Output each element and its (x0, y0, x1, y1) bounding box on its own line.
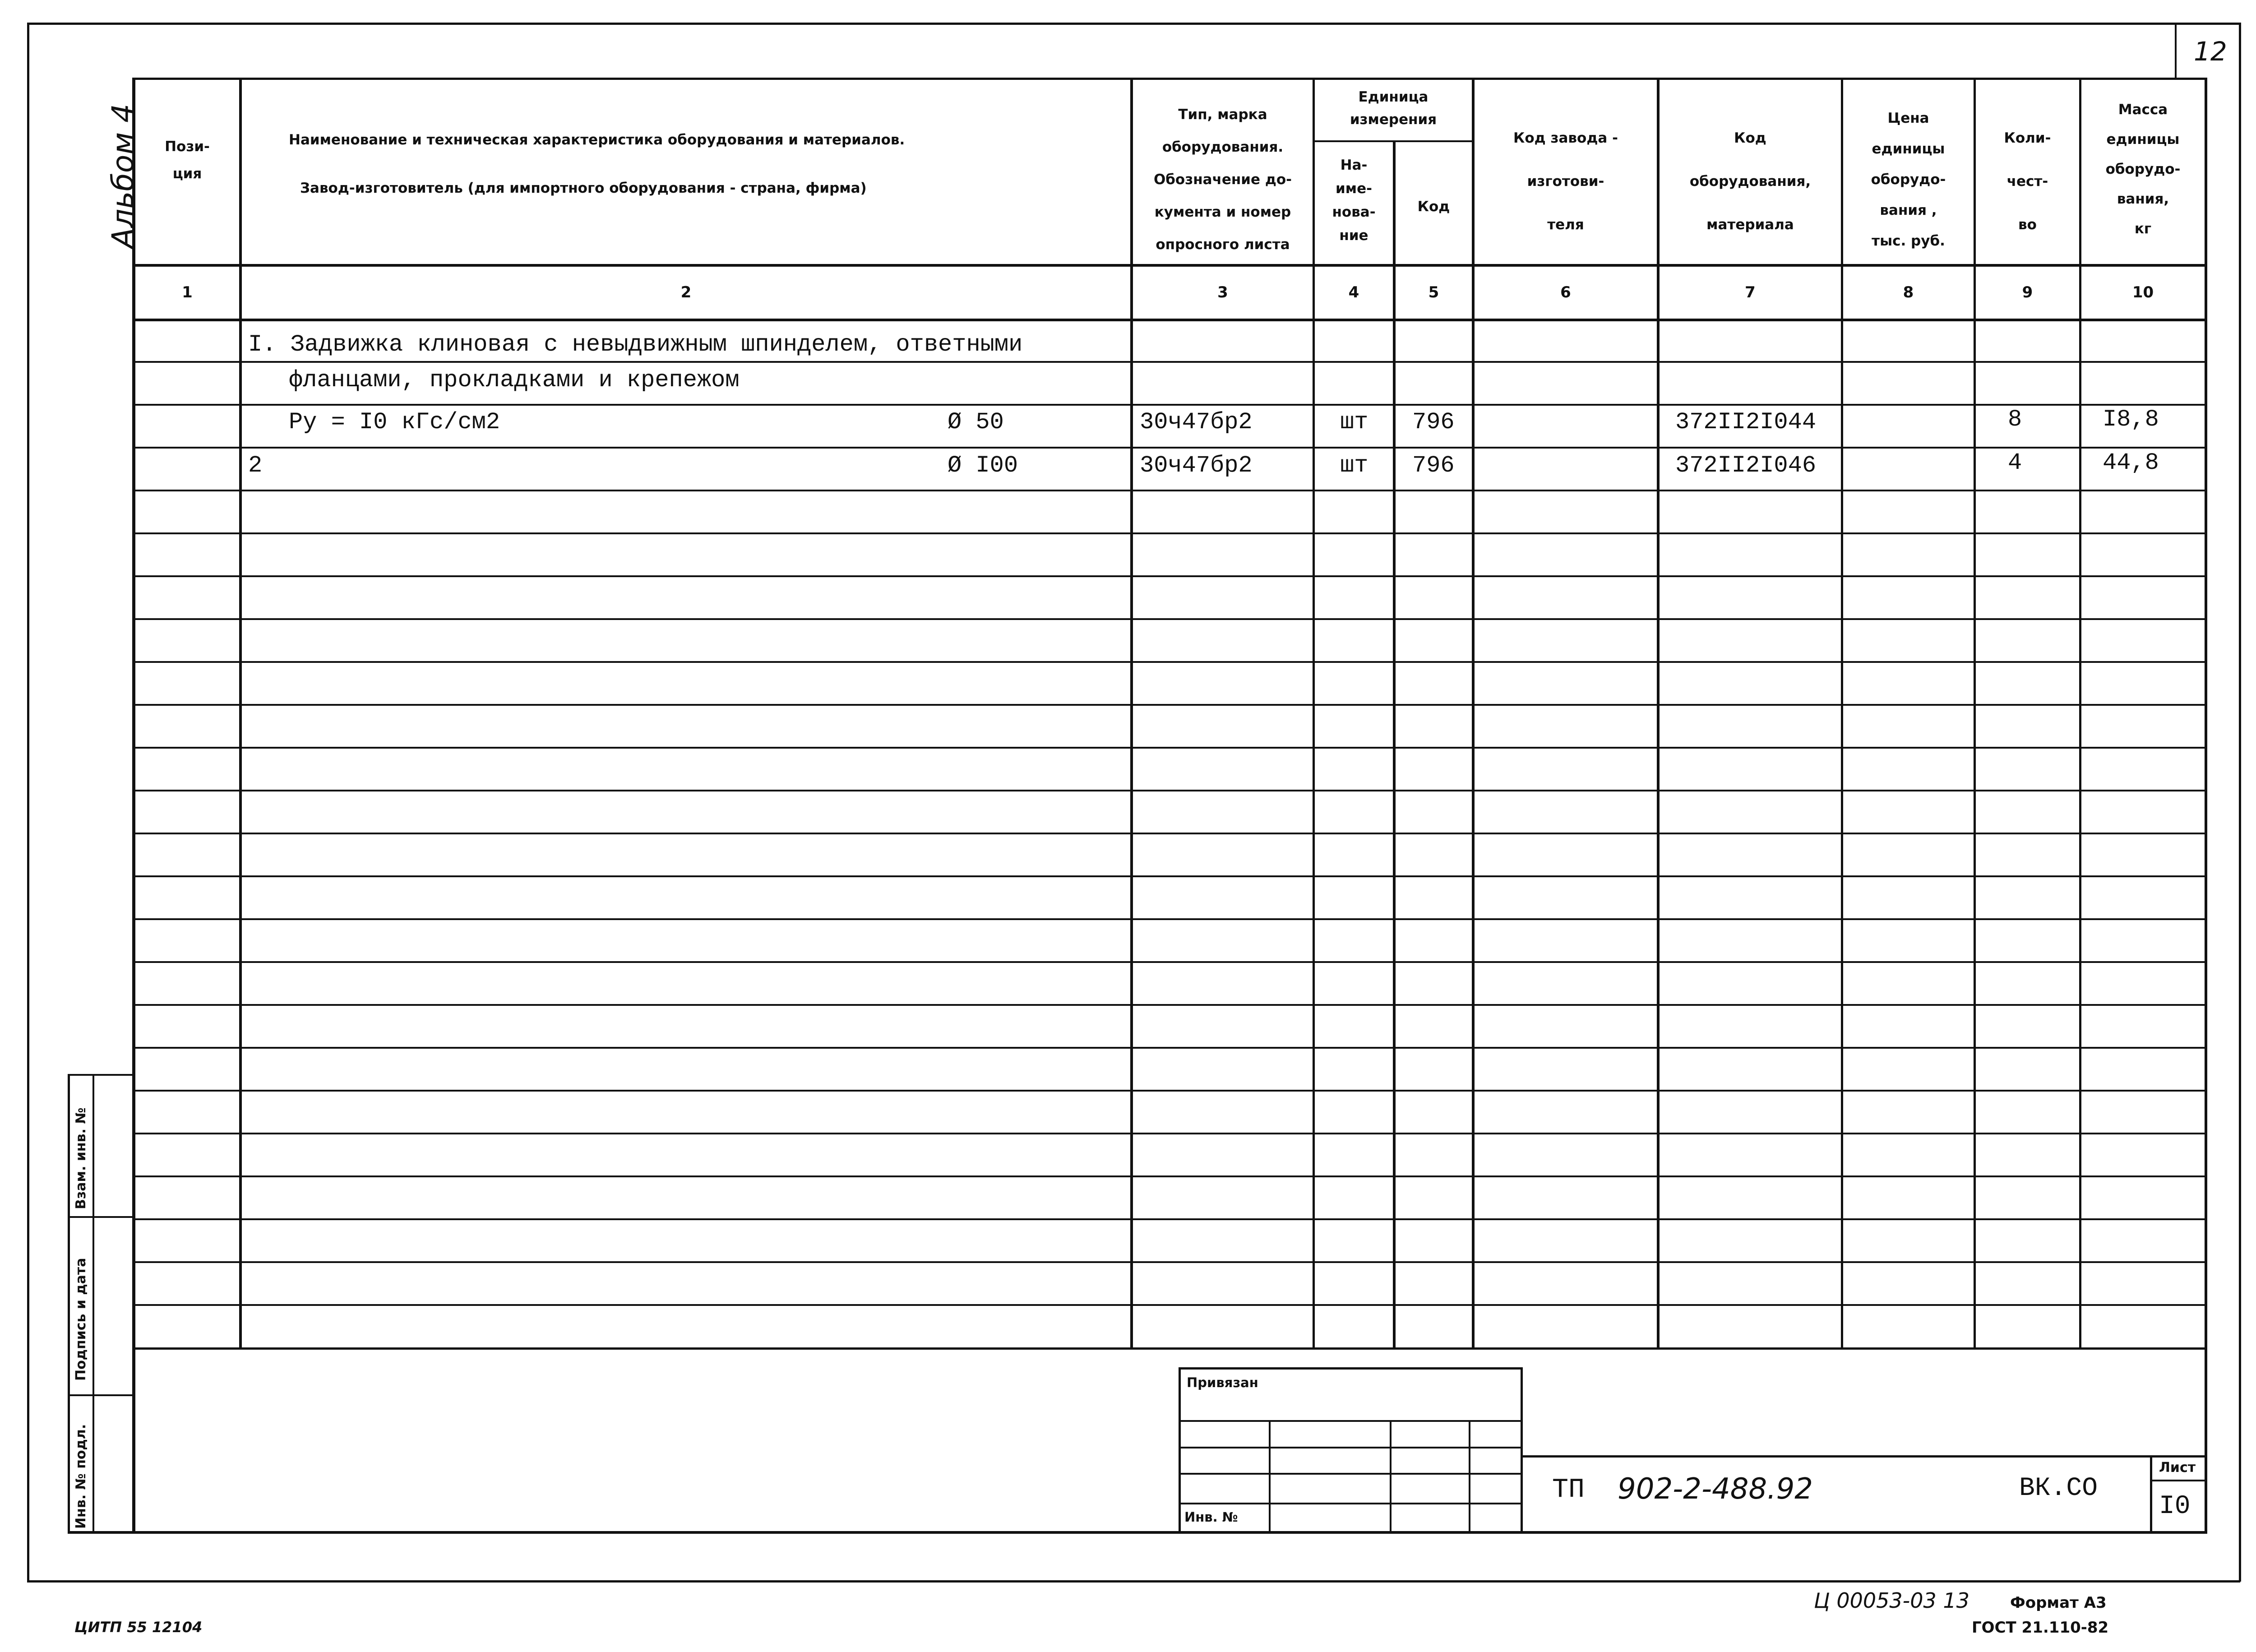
sheet-box-left (2150, 1455, 2152, 1533)
header-col4: На- име- нова- ние (1332, 157, 1376, 244)
table-bottom-line (132, 1347, 2207, 1350)
table-row-line (132, 704, 2207, 706)
header-col6: Код завода - изготови- теля (1513, 130, 1618, 233)
outer-border-left (27, 23, 29, 1582)
colnum-6: 6 (1560, 283, 1571, 301)
side-stamp-vzam: Взам. инв. № (73, 1107, 89, 1209)
col-line-7 (1657, 78, 1660, 1350)
row3-diameter: Ø 50 (948, 409, 1004, 435)
footer-left-code: ЦИТП 55 12104 (74, 1619, 203, 1636)
table-row-line (132, 1261, 2207, 1263)
header-col8: Цена единицы оборудо- вания , тыс. руб. (1871, 110, 1946, 249)
column-numbers-bottom-line (132, 319, 2207, 321)
table-row-line (132, 532, 2207, 534)
colnum-3: 3 (1217, 283, 1228, 301)
header-col2-line2: Завод-изготовитель (для импортного оборудования - страна, фирма) (300, 180, 867, 196)
side-stamp-mid (92, 1074, 94, 1534)
colnum-10: 10 (2132, 283, 2154, 301)
row4-mass: 44,8 (2103, 449, 2159, 476)
colnum-9: 9 (2022, 283, 2033, 301)
table-row-line (132, 833, 2207, 834)
sheet-corner-number: 12 (2194, 36, 2227, 67)
side-stamp-left (68, 1074, 70, 1534)
col-line-6 (1472, 78, 1475, 1350)
colnum-8: 8 (1903, 283, 1914, 301)
table-row-line (132, 918, 2207, 920)
row3-equipment-code: 372II2I044 (1675, 409, 1817, 435)
col-line-2 (239, 78, 242, 1350)
header-col10: Масса единицы оборудо- вания, кг (2105, 102, 2181, 237)
album-label: Альбом 4 (106, 103, 140, 248)
side-stamp-top (68, 1074, 134, 1076)
table-row-line (132, 1218, 2207, 1220)
inv-no-label: Инв. № (1184, 1509, 1238, 1525)
colnum-7: 7 (1745, 283, 1756, 301)
table-row-line (132, 875, 2207, 877)
outer-border-right (2239, 23, 2241, 1582)
title-privyazan-r3 (1179, 1473, 1523, 1475)
table-row-line (132, 361, 2207, 363)
colnum-2: 2 (680, 283, 692, 301)
row3-code: 796 (1412, 409, 1455, 435)
title-privyazan-right (1521, 1367, 1523, 1533)
table-row-line (132, 404, 2207, 406)
col-line-8 (1841, 78, 1843, 1350)
header-col9: Коли- чест- во (2004, 130, 2051, 233)
row4-quantity: 4 (2008, 449, 2022, 476)
title-privyazan-r1 (1179, 1420, 1523, 1422)
row4-position: 2 (248, 452, 263, 479)
project-code: 902-2-488.92 (1618, 1472, 1813, 1506)
row2-name: фланцами, прокладками и крепежом (289, 367, 740, 393)
header-col7: Код оборудования, материала (1689, 130, 1811, 233)
table-row-line (132, 490, 2207, 491)
col-line-10 (2079, 78, 2081, 1350)
document-mark: ВК.СО (2019, 1474, 2098, 1503)
colnum-5: 5 (1428, 283, 1439, 301)
table-row-line (132, 618, 2207, 620)
sheet-number: I0 (2159, 1492, 2191, 1521)
row3-type: 30ч47бр2 (1140, 409, 1253, 435)
title-privyazan-top (1179, 1367, 1523, 1370)
header-bottom-line (132, 264, 2207, 267)
project-prefix: ТП (1552, 1475, 1585, 1505)
row3-quantity: 8 (2008, 406, 2022, 433)
col-line-5 (1393, 140, 1396, 1350)
title-privyazan-left (1179, 1367, 1181, 1533)
table-row-line (132, 661, 2207, 663)
table-row-line (132, 1304, 2207, 1306)
row3-mass: I8,8 (2103, 406, 2159, 433)
table-row-line (132, 1133, 2207, 1134)
col-line-4 (1313, 78, 1315, 1350)
inner-frame-left (132, 79, 135, 1533)
outer-border-bottom (27, 1580, 2240, 1583)
table-row-line (132, 1090, 2207, 1092)
title-privyazan-c3 (1469, 1420, 1470, 1533)
sheet-label: Лист (2159, 1460, 2196, 1476)
title-privyazan-c2 (1390, 1420, 1392, 1533)
header-col5: Код (1417, 199, 1450, 215)
colnum-1: 1 (182, 283, 193, 301)
table-row-line (132, 790, 2207, 791)
table-row-line (132, 575, 2207, 577)
row3-unit: шт (1340, 409, 1368, 435)
row4-type: 30ч47бр2 (1140, 452, 1253, 479)
row4-code: 796 (1412, 452, 1455, 479)
inner-frame-right (2205, 79, 2207, 1533)
table-row-line (132, 1175, 2207, 1177)
header-top-line (132, 78, 2207, 80)
table-row-line (132, 1004, 2207, 1006)
row4-unit: шт (1340, 452, 1368, 479)
title-main-top (1521, 1455, 2207, 1458)
footer-gost: ГОСТ 21.110-82 (1972, 1619, 2109, 1637)
title-privyazan-r2 (1179, 1447, 1523, 1448)
row4-equipment-code: 372II2I046 (1675, 452, 1817, 479)
side-stamp-div1 (68, 1216, 134, 1218)
title-privyazan-r4 (1179, 1503, 1523, 1504)
row4-diameter: Ø I00 (948, 452, 1018, 479)
corner-box-left (2175, 23, 2177, 79)
table-row-line (132, 447, 2207, 449)
col-line-3 (1130, 78, 1133, 1350)
title-privyazan-c1 (1269, 1420, 1271, 1533)
row3-name: Ру = I0 кГс/см2 (289, 409, 500, 435)
colnum-4: 4 (1348, 283, 1359, 301)
footer-order-number: Ц 00053-03 13 (1814, 1588, 1969, 1613)
header-col1: Пози- ция (165, 139, 210, 182)
side-stamp-inv-podl: Инв. № подл. (73, 1424, 89, 1529)
sheet-box-mid (2150, 1480, 2207, 1481)
privyazan-label: Привязан (1187, 1375, 1258, 1390)
inner-frame-bottom (68, 1531, 2207, 1534)
outer-border-top (27, 23, 2240, 25)
table-row-line (132, 1047, 2207, 1049)
row1-name: I. Задвижка клиновая с невыдвижным шпинделем, ответными (248, 331, 1023, 358)
side-stamp-div2 (68, 1394, 134, 1396)
table-row-line (132, 747, 2207, 749)
footer-format: Формат А3 (2010, 1594, 2107, 1612)
table-row-line (132, 961, 2207, 963)
header-col3: Тип, марка оборудования. Обозначение до- кумента и номер опросного листа (1153, 106, 1292, 253)
side-stamp-podpis: Подпись и дата (73, 1258, 89, 1381)
header-col45: Единица измерения (1350, 89, 1437, 128)
header-col2-line1: Наименование и техническая характеристика оборудования и материалов. (289, 132, 905, 148)
col-line-9 (1974, 78, 1976, 1350)
